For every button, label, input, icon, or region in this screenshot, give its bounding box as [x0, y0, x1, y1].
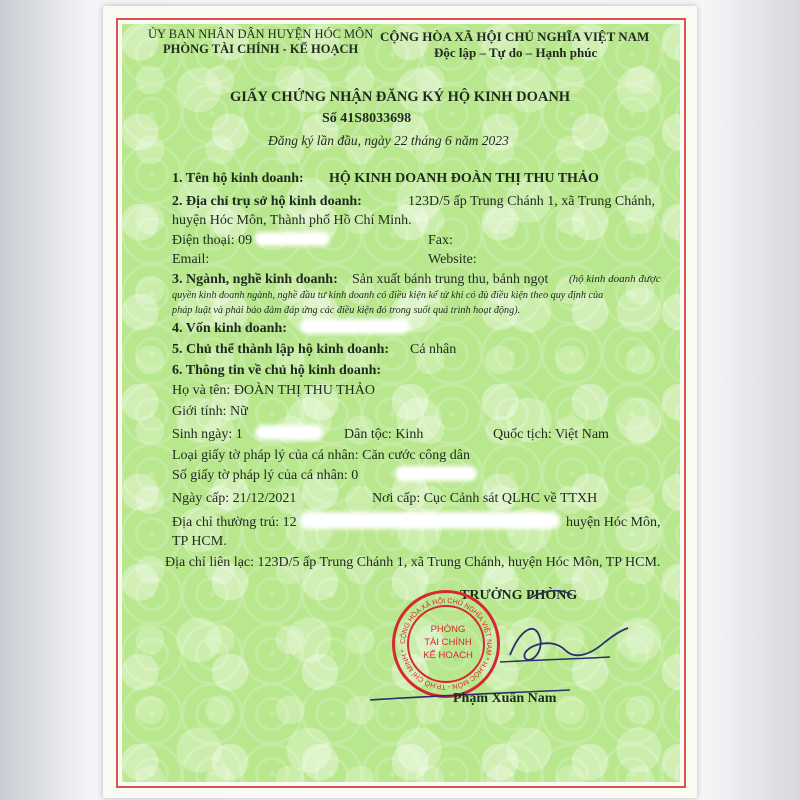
- founder-type: Cá nhân: [410, 342, 457, 357]
- id-number-label: Số giấy tờ pháp lý của cá nhân: 0: [172, 468, 359, 483]
- field-2-label: 2. Địa chỉ trụ sở hộ kinh doanh:: [172, 194, 362, 209]
- field-5-label: 5. Chủ thể thành lập hộ kinh doanh:: [172, 342, 390, 357]
- header-authority: ỦY BAN NHÂN DÂN HUYỆN HÓC MÔN: [148, 27, 374, 41]
- certificate-title: GIẤY CHỨNG NHẬN ĐĂNG KÝ HỘ KINH DOANH: [230, 89, 571, 105]
- stamp-ring-label: CỘNG HÒA XÃ HỘI CHỦ NGHĨA VIỆT NAM * H.HÓC MÔN - TP.HỒ CHÍ MINH *: [399, 597, 493, 691]
- id-issue-place: Nơi cấp: Cục Cảnh sát QLHC về TTXH: [372, 491, 598, 506]
- certificate-number: Số 41S8033698: [322, 111, 412, 126]
- handwritten-signature: [360, 560, 680, 710]
- redacted-permanent-address: [300, 512, 560, 529]
- owner-nationality: Quốc tịch: Việt Nam: [493, 427, 609, 442]
- redacted-capital: [300, 319, 410, 334]
- business-name: HỘ KINH DOANH ĐOÀN THỊ THU THẢO: [329, 171, 599, 186]
- id-issue-date: Ngày cấp: 21/12/2021: [172, 491, 297, 506]
- owner-ethnicity: Dân tộc: Kinh: [344, 427, 424, 442]
- signer-position: TRƯỞNG PHÒNG: [460, 588, 578, 603]
- business-address-line1: 123D/5 ấp Trung Chánh 1, xã Trung Chánh,: [408, 194, 655, 209]
- header-department: PHÒNG TÀI CHÍNH - KẾ HOẠCH: [163, 42, 359, 56]
- phone-label: Điện thoại: 09: [172, 233, 253, 248]
- stamp-line1: PHÒNG: [430, 624, 466, 635]
- redacted-phone: [255, 232, 330, 246]
- owner-name: Họ và tên: ĐOÀN THỊ THU THẢO: [172, 383, 375, 398]
- email-label: Email:: [172, 252, 210, 267]
- activity-note-line2: quyền kinh doanh ngành, nghề đầu tư kinh doanh có điều kiện kể từ khi có đủ điều kiện theo quy định của: [172, 290, 604, 301]
- field-3-label: 3. Ngành, nghề kinh doanh:: [172, 272, 338, 287]
- signer-name: Phạm Xuân Nam: [453, 691, 557, 706]
- website-label: Website:: [428, 252, 477, 267]
- contact-address: Địa chỉ liên lạc: 123D/5 ấp Trung Chánh 1, xã Trung Chánh, huyện Hóc Môn, TP HCM.: [165, 555, 661, 570]
- id-type: Loại giấy tờ pháp lý của cá nhân: Căn cước công dân: [172, 448, 471, 463]
- permanent-address-line2: TP HCM.: [172, 534, 227, 549]
- activity-note-line3: pháp luật và phải bảo đảm đáp ứng các điều kiện đó trong suốt quá trình hoạt động).: [172, 305, 521, 316]
- business-activity: Sản xuất bánh trung thu, bánh ngọt: [352, 272, 549, 287]
- activity-note-line1: (hộ kinh doanh được: [569, 273, 661, 285]
- business-address-line2: huyện Hóc Môn, Thành phố Hồ Chí Minh.: [172, 213, 412, 228]
- field-6-label: 6. Thông tin về chủ hộ kinh doanh:: [172, 363, 382, 378]
- stamp-line3: KẾ HOẠCH: [423, 650, 473, 661]
- redacted-id-number: [395, 466, 477, 481]
- header-country: CỘNG HÒA XÃ HỘI CHỦ NGHĨA VIỆT NAM: [380, 29, 650, 44]
- field-4-label: 4. Vốn kinh doanh:: [172, 321, 287, 336]
- registration-date: Đăng ký lần đầu, ngày 22 tháng 6 năm 2023: [268, 133, 509, 148]
- redacted-dob: [255, 425, 323, 440]
- stamp-line2: TÀI CHÍNH: [424, 637, 472, 648]
- permanent-address-label: Địa chỉ thường trú: 12: [172, 515, 297, 530]
- header-motto: Độc lập – Tự do – Hạnh phúc: [434, 45, 598, 60]
- owner-gender: Giới tính: Nữ: [172, 404, 248, 419]
- fax-label: Fax:: [428, 233, 453, 248]
- field-1-label: 1. Tên hộ kinh doanh:: [172, 171, 304, 186]
- dob-label: Sinh ngày: 1: [172, 427, 243, 442]
- permanent-address-tail: huyện Hóc Môn,: [566, 515, 661, 530]
